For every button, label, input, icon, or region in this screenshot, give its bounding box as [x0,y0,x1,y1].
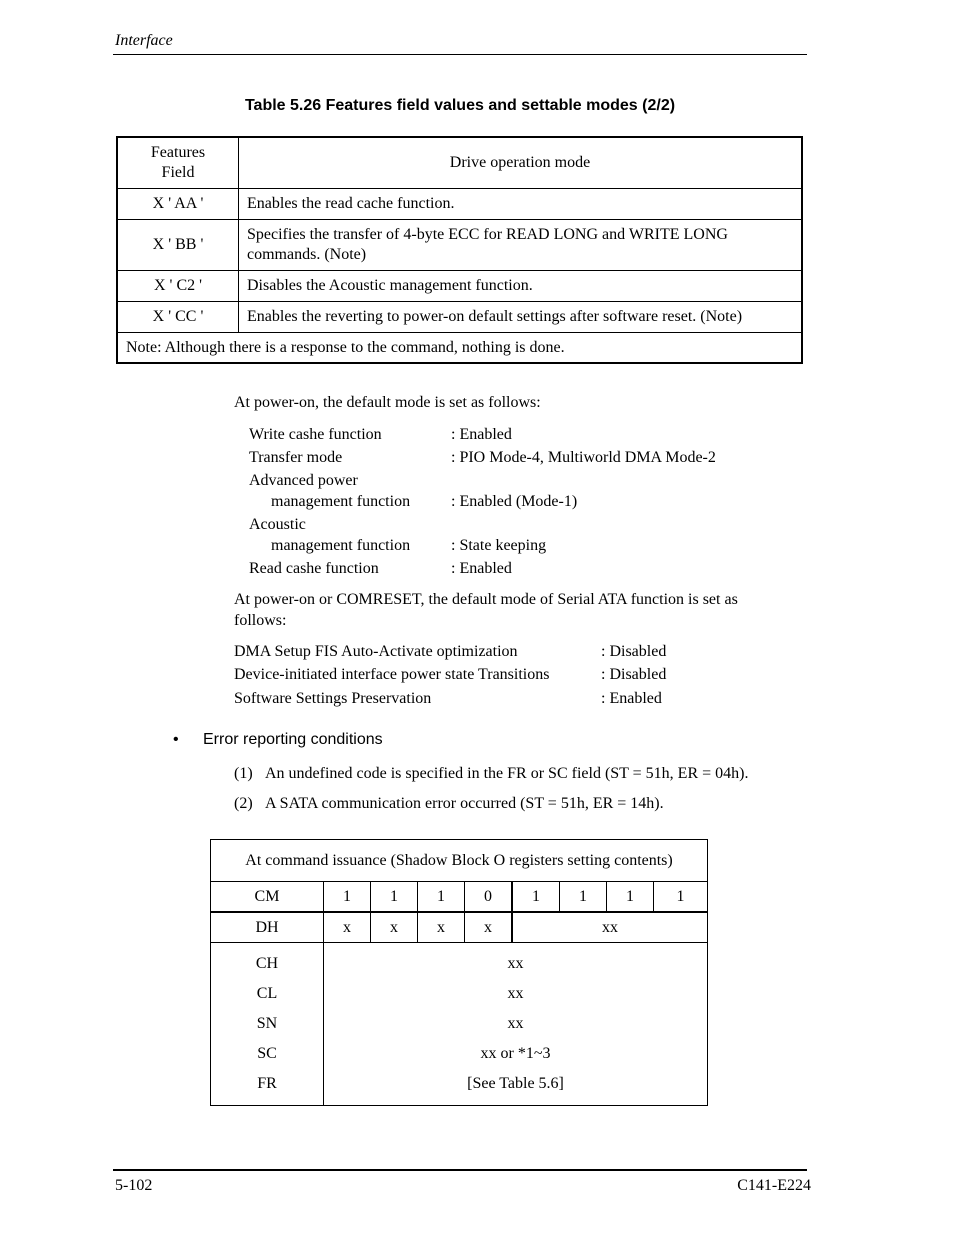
bit-cell: 1 [512,882,560,913]
table-note-row [117,333,802,364]
register-value: xx [507,1015,524,1032]
condition-text: A SATA communication error occurred (ST = 51h, ER = 14h). [265,795,664,812]
register-row-dh [211,912,708,943]
page-number: 5-102 [115,1177,153,1194]
bit-cell: x [465,912,513,943]
register-value: xx [507,955,524,972]
register-row-fr [211,1069,708,1106]
register-table-title: At command issuance (Shadow Block O registers setting contents) [211,840,708,882]
register-row-cm [211,882,708,913]
defaults-intro: At power-on, the default mode is set as follows: [234,394,541,411]
register-row-sc [211,1039,708,1069]
bit-cell: 1 [324,882,371,913]
register-table-title-row [211,840,708,882]
sata-value: : Enabled [601,690,662,707]
default-label-cont: management function [271,493,411,510]
register-value: [See Table 5.6] [467,1075,564,1092]
feature-code: X ' CC ' [117,302,239,333]
register-name: CL [211,979,324,1009]
default-label: Transfer mode [249,449,343,466]
default-label-cont: management function [271,537,411,554]
bullet-icon: • [173,731,179,748]
register-name: CM [211,882,324,913]
bit-cell: 1 [654,882,708,913]
sata-intro-cont: follows: [234,612,287,629]
bit-cell: 1 [371,882,418,913]
default-label: Write cashe function [249,426,382,443]
default-label: Acoustic [249,516,306,533]
register-value: xx [512,912,708,943]
table-header-row [117,137,802,189]
table-row [117,271,802,302]
register-name: DH [211,912,324,943]
bit-cell: 1 [418,882,465,913]
feature-code: X ' BB ' [117,220,239,271]
feature-description: Enables the reverting to power-on default settings after software reset. (Note) [239,302,803,333]
sata-label: DMA Setup FIS Auto-Activate optimization [234,643,518,660]
feature-code: X ' AA ' [117,189,239,220]
feature-description: Disables the Acoustic management function. [239,271,803,302]
condition-number: (1) [234,765,253,782]
condition-text: An undefined code is specified in the FR or SC field (ST = 51h, ER = 04h). [265,765,749,782]
register-value: xx [507,985,524,1002]
default-value: : Enabled [451,426,512,443]
bit-cell: 0 [465,882,513,913]
register-value: xx or *1~3 [480,1045,551,1062]
running-header: Interface [115,32,173,49]
bit-cell: 1 [607,882,654,913]
register-row-ch [211,943,708,980]
default-label: Advanced power [249,472,358,489]
register-row-cl [211,979,708,1009]
sata-value: : Disabled [601,666,667,683]
col-header-features-field: Features Field [117,137,239,189]
bit-cell: x [418,912,465,943]
table-caption [0,97,954,115]
table-row [117,302,802,333]
feature-description: Enables the read cache function. [239,189,803,220]
col-header-drive-operation-mode: Drive operation mode [239,137,803,189]
table-note: Note: Although there is a response to the command, nothing is done. [117,333,802,364]
register-name: SN [211,1009,324,1039]
register-name: SC [211,1039,324,1069]
register-name: FR [211,1069,324,1106]
bit-cell: x [371,912,418,943]
default-label: Read cashe function [249,560,379,577]
default-value: : PIO Mode-4, Multiworld DMA Mode-2 [451,449,716,466]
register-table [210,839,708,1106]
register-row-sn [211,1009,708,1039]
error-heading: Error reporting conditions [203,731,383,748]
feature-description: Specifies the transfer of 4-byte ECC for READ LONG and WRITE LONG commands. (Note) [239,220,803,271]
default-value: : State keeping [451,537,547,554]
table-caption-text: Table 5.26 Features field values and settable modes (2/2) [244,97,676,114]
document-id: C141-E224 [737,1177,811,1194]
header-rule [113,54,807,55]
table-row [117,189,802,220]
table-row [117,220,802,271]
footer-rule [113,1169,807,1171]
sata-value: : Disabled [601,643,667,660]
default-value: : Enabled [451,560,512,577]
sata-intro: At power-on or COMRESET, the default mode of Serial ATA function is set as [234,591,738,608]
default-value: : Enabled (Mode-1) [451,493,578,510]
bit-cell: x [324,912,371,943]
bit-cell: 1 [560,882,607,913]
condition-number: (2) [234,795,253,812]
sata-label: Software Settings Preservation [234,690,432,707]
feature-code: X ' C2 ' [117,271,239,302]
sata-label: Device-initiated interface power state Transitions [234,666,550,683]
register-name: CH [211,943,324,980]
features-table [116,136,803,364]
